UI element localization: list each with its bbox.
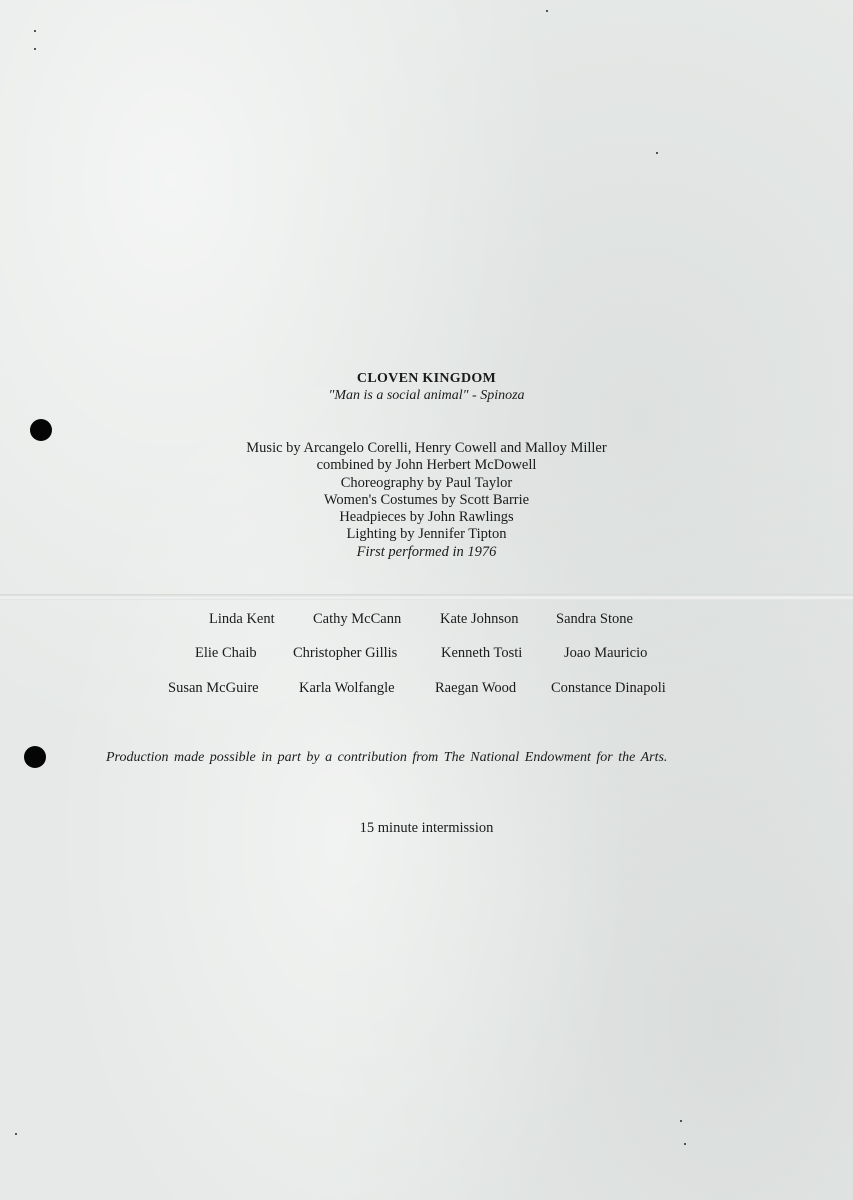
funding-note: Production made possible in part by a contribution from The National Endowment for the Arts.	[106, 750, 668, 765]
cast-member: Sandra Stone	[556, 611, 633, 627]
punch-hole-bottom	[24, 746, 46, 768]
cast-member: Cathy McCann	[313, 611, 402, 627]
credit-music-arrangement: combined by John Herbert McDowell	[316, 457, 537, 474]
cast-member: Elie Chaib	[195, 645, 257, 661]
paper-speck	[680, 1120, 682, 1122]
cast-member: Kate Johnson	[440, 611, 519, 627]
cast-member: Susan McGuire	[168, 680, 259, 696]
credit-lighting: Lighting by Jennifer Tipton	[346, 526, 507, 543]
credit-costumes: Women's Costumes by Scott Barrie	[323, 491, 530, 508]
credits-block	[0, 440, 853, 561]
paper-speck	[546, 10, 548, 12]
cast-row-1	[0, 611, 853, 631]
cast-member: Kenneth Tosti	[441, 645, 523, 661]
credit-choreography: Choreography by Paul Taylor	[340, 474, 513, 491]
cast-row-2	[0, 645, 853, 665]
punch-hole-top	[30, 419, 52, 441]
piece-epigraph: "Man is a social animal" - Spinoza	[328, 388, 525, 403]
cast-member: Christopher Gillis	[293, 645, 398, 661]
cast-member: Linda Kent	[209, 611, 275, 627]
paper-speck	[34, 30, 36, 32]
paper-speck	[684, 1143, 686, 1145]
cast-member: Raegan Wood	[435, 680, 517, 696]
piece-title: CLOVEN KINGDOM	[356, 371, 497, 386]
paper-fold-line	[0, 594, 853, 600]
premiere-year: First performed in 1976	[356, 543, 497, 560]
intermission-note: 15 minute intermission	[359, 820, 494, 836]
cast-member: Karla Wolfangle	[299, 680, 395, 696]
cast-member: Constance Dinapoli	[551, 680, 666, 696]
paper-speck	[656, 152, 658, 154]
paper-speck	[34, 48, 36, 50]
credit-headpieces: Headpieces by John Rawlings	[339, 509, 514, 526]
paper-speck	[15, 1133, 17, 1135]
cast-member: Joao Mauricio	[564, 645, 648, 661]
cast-row-3	[0, 680, 853, 700]
credit-music: Music by Arcangelo Corelli, Henry Cowell and Malloy Miller	[246, 440, 607, 456]
